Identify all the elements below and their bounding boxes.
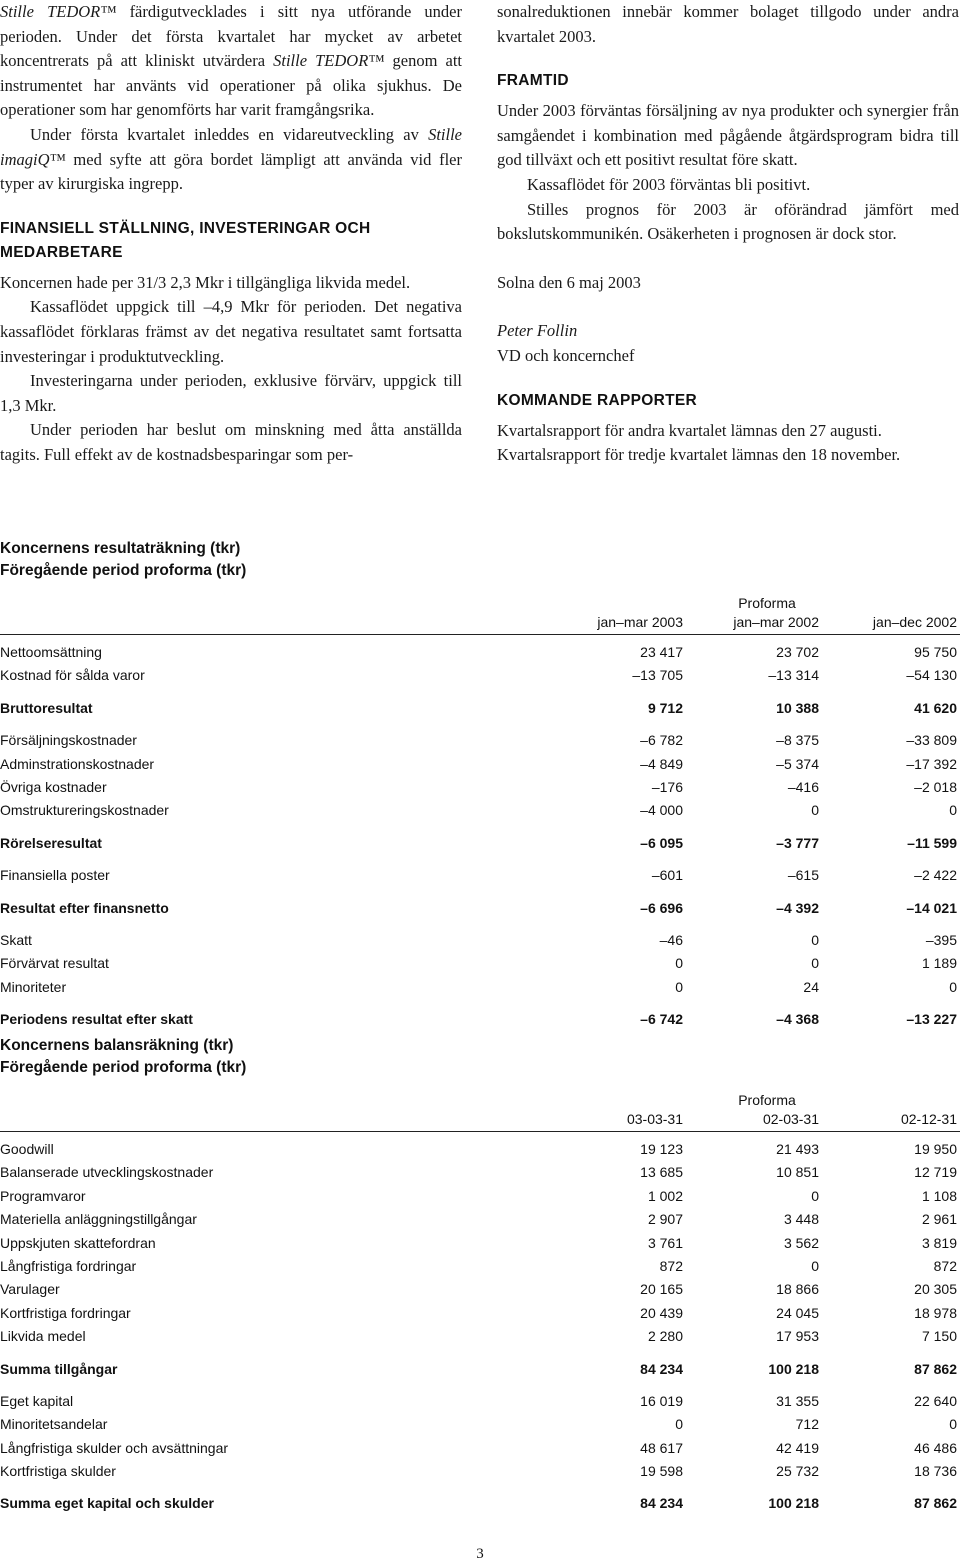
row-label: Minoritetsandelar xyxy=(0,1416,108,1433)
table-row xyxy=(0,1208,960,1231)
table-row xyxy=(0,1278,960,1301)
row-label: Goodwill xyxy=(0,1141,54,1157)
value-col1: 23 417 xyxy=(640,644,683,660)
table-row xyxy=(0,929,960,952)
value-col3: 95 750 xyxy=(914,644,957,660)
table-row xyxy=(0,1185,960,1208)
col-label: jan–mar 2003 xyxy=(597,614,683,630)
table-row xyxy=(0,1302,960,1325)
value-col1: 16 019 xyxy=(640,1392,683,1409)
product-name: Stille TEDOR™ xyxy=(0,2,117,21)
proforma-label: Proforma xyxy=(738,595,796,611)
income-rows xyxy=(0,641,960,1031)
row-label: Långfristiga skulder och avsättningar xyxy=(0,1439,229,1456)
row-label: Summa eget kapital och skulder xyxy=(0,1495,214,1512)
value-col3: 18 736 xyxy=(914,1463,957,1480)
balance-sheet xyxy=(0,1035,960,1516)
value-col3: 20 305 xyxy=(914,1281,957,1298)
table-row xyxy=(0,1437,960,1460)
value-col3: –2 422 xyxy=(914,867,957,884)
value-col3: 18 978 xyxy=(914,1304,957,1321)
value-col2: 31 355 xyxy=(776,1392,819,1409)
value-col1: –6 095 xyxy=(640,834,683,851)
value-col1: 2 907 xyxy=(647,1211,683,1228)
value-col2: 25 732 xyxy=(776,1463,819,1480)
value-col2: 21 493 xyxy=(776,1141,819,1157)
row-label: Försäljningskostnader xyxy=(0,732,137,749)
table-row xyxy=(0,799,960,822)
value-col3: –14 021 xyxy=(906,899,957,916)
paragraph-continued: sonalreduktionen innebär kommer bolaget tillgodo under andra kvartalet 2003. xyxy=(497,2,959,46)
heading-financial-position: FINANSIELL STÄLLNING, INVESTERINGAR OCH MEDARBETARE xyxy=(0,219,371,261)
income-col3-header xyxy=(757,613,957,632)
table-row xyxy=(0,1161,960,1184)
col-label: 03-03-31 xyxy=(626,1111,683,1127)
row-label: Kortfristiga fordringar xyxy=(0,1304,131,1321)
value-col2: –3 777 xyxy=(776,834,819,851)
table-row xyxy=(0,1492,960,1515)
value-col3: 22 640 xyxy=(914,1392,957,1409)
value-col3: 46 486 xyxy=(914,1439,957,1456)
value-col2: 18 866 xyxy=(776,1281,819,1298)
paragraph-forecast: Stilles prognos för 2003 är oförändrad jämfört med bokslutskommunikén. Osäkerheten i prognosen är dock stor. xyxy=(497,199,959,244)
income-title: Koncernens resultaträkning (tkr) xyxy=(0,540,241,557)
paragraph-investments: Investeringarna under perioden, exklusive förvärv, uppgick till 1,3 Mkr. xyxy=(0,371,462,415)
paragraph-imagiq xyxy=(0,123,462,197)
value-col3: –17 392 xyxy=(906,755,957,772)
value-col2: 0 xyxy=(811,802,819,819)
table-row xyxy=(0,1413,960,1436)
report-date-q3: Kvartalsrapport för tredje kvartalet lämnas den 18 november. xyxy=(497,445,901,465)
value-col2: 42 419 xyxy=(776,1439,819,1456)
value-col2: 100 218 xyxy=(768,1360,819,1377)
signature-title: VD och koncernchef xyxy=(497,345,635,365)
value-col1: –46 xyxy=(659,931,683,948)
value-col3: 2 961 xyxy=(921,1211,957,1228)
table-row xyxy=(0,952,960,975)
value-col1: –4 000 xyxy=(640,802,683,819)
row-label: Materiella anläggningstillgångar xyxy=(0,1211,197,1228)
table-row xyxy=(0,729,960,752)
value-col2: –615 xyxy=(787,867,819,884)
proforma-label: Proforma xyxy=(738,1092,796,1108)
row-label: Förvärvat resultat xyxy=(0,955,109,972)
value-col1: 20 439 xyxy=(640,1304,683,1321)
table-row xyxy=(0,753,960,776)
paragraph-text: färdigutvecklades i sitt nya utförande under perioden. Under det första kvartalet har mycket av arbetet koncentrerats på att kliniskt utvärdera xyxy=(0,2,462,71)
row-label: Kortfristiga skulder xyxy=(0,1463,116,1480)
value-col3: –54 130 xyxy=(906,667,957,684)
table-row xyxy=(0,1255,960,1278)
col-label: jan–dec 2002 xyxy=(872,614,957,630)
income-statement xyxy=(0,538,960,1031)
table-row xyxy=(0,1390,960,1413)
value-col1: 84 234 xyxy=(640,1495,683,1512)
value-col1: 0 xyxy=(675,978,683,995)
table-row xyxy=(0,641,960,664)
row-label: Programvaror xyxy=(0,1187,86,1204)
table-row xyxy=(0,976,960,999)
balance-title: Koncernens balansräkning (tkr) xyxy=(0,1037,234,1054)
paragraph-cashflow: Kassaflödet uppgick till –4,9 Mkr för perioden. Det negativa kassaflödet förklaras främst av det negativa resultatet samt fortsatta investeringar i produktutveckling. xyxy=(0,297,462,366)
value-col3: 0 xyxy=(949,978,957,995)
value-col1: –6 742 xyxy=(640,1011,683,1028)
value-col1: 872 xyxy=(659,1257,683,1274)
place-date: Solna den 6 maj 2003 xyxy=(497,272,641,292)
value-col3: –395 xyxy=(925,931,957,948)
row-label: Rörelseresultat xyxy=(0,834,102,851)
value-col2: 712 xyxy=(795,1416,819,1433)
value-col2: 24 045 xyxy=(776,1304,819,1321)
value-col1: 48 617 xyxy=(640,1439,683,1456)
paragraph-staff: Under perioden har beslut om minskning med åtta anställda tagits. Full effekt av de kostnadsbesparingar som per- xyxy=(0,420,462,464)
value-col1: 19 123 xyxy=(640,1141,683,1157)
value-col3: 3 819 xyxy=(921,1234,957,1251)
value-col1: 13 685 xyxy=(640,1164,683,1181)
col-label: 02-03-31 xyxy=(762,1111,819,1127)
value-col3: 1 189 xyxy=(921,955,957,972)
col-label: 02-12-31 xyxy=(900,1111,957,1127)
value-col1: 0 xyxy=(675,955,683,972)
row-label: Summa tillgångar xyxy=(0,1360,118,1377)
product-name: Stille imagiQ™ xyxy=(0,124,462,169)
left-text-column xyxy=(0,0,462,468)
value-col3: 1 108 xyxy=(921,1187,957,1204)
paragraph-liquidity: Koncernen hade per 31/3 2,3 Mkr i tillgängliga likvida medel. xyxy=(0,272,411,292)
table-row xyxy=(0,1008,960,1031)
table-row xyxy=(0,664,960,687)
paragraph-text: genom att instrumentet har använts vid operationer på olika sjukhus. De operationer som har genomförts har varit framgångsrika. xyxy=(0,51,463,120)
table-row xyxy=(0,1358,960,1381)
value-col2: 17 953 xyxy=(776,1328,819,1345)
row-label: Periodens resultat efter skatt xyxy=(0,1011,193,1028)
row-label: Kostnad för sålda varor xyxy=(0,667,145,684)
table-row xyxy=(0,832,960,855)
value-col2: 24 xyxy=(803,978,819,995)
product-name: Stille TEDOR™ xyxy=(273,51,385,71)
balance-column-headers xyxy=(0,1081,960,1132)
value-col3: 12 719 xyxy=(914,1164,957,1181)
row-label: Minoriteter xyxy=(0,978,67,995)
table-row xyxy=(0,1460,960,1483)
row-label: Resultat efter finansnetto xyxy=(0,899,169,916)
value-col2: –5 374 xyxy=(776,755,819,772)
heading-future: FRAMTID xyxy=(497,72,569,90)
row-label: Övriga kostnader xyxy=(0,778,107,795)
value-col3: 41 620 xyxy=(914,699,957,716)
value-col3: 7 150 xyxy=(921,1328,957,1345)
value-col1: 19 598 xyxy=(640,1463,683,1480)
table-row xyxy=(0,776,960,799)
value-col1: 1 002 xyxy=(647,1187,683,1204)
row-label: Eget kapital xyxy=(0,1392,74,1409)
value-col3: –13 227 xyxy=(906,1011,957,1028)
value-col2: –416 xyxy=(787,778,819,795)
balance-col3-header xyxy=(757,1110,957,1129)
value-col1: –176 xyxy=(651,778,683,795)
paragraph-cashflow-outlook: Kassaflödet för 2003 förväntas bli positivt. xyxy=(527,174,811,194)
value-col3: 872 xyxy=(933,1257,957,1274)
value-col1: 3 761 xyxy=(647,1234,683,1251)
value-col2: –8 375 xyxy=(776,732,819,749)
row-label: Bruttoresultat xyxy=(0,699,93,716)
value-col1: 0 xyxy=(675,1416,683,1433)
table-row xyxy=(0,1325,960,1348)
paragraph-tedor xyxy=(0,0,462,123)
row-label: Omstruktureringskostnader xyxy=(0,802,169,819)
heading-upcoming-reports: KOMMANDE RAPPORTER xyxy=(497,391,698,409)
value-col3: –33 809 xyxy=(906,732,957,749)
table-row xyxy=(0,864,960,887)
value-col2: –4 392 xyxy=(776,899,819,916)
row-label: Adminstrationskostnader xyxy=(0,755,155,772)
signature-name xyxy=(497,319,959,344)
value-col1: 9 712 xyxy=(647,699,683,716)
value-col2: 3 448 xyxy=(783,1211,819,1228)
value-col2: 0 xyxy=(811,1187,819,1204)
value-col1: 2 280 xyxy=(647,1328,683,1345)
value-col3: –2 018 xyxy=(914,778,957,795)
value-col2: 3 562 xyxy=(783,1234,819,1251)
row-label: Likvida medel xyxy=(0,1328,86,1345)
signature-text: Peter Follin xyxy=(497,321,578,341)
value-col3: 19 950 xyxy=(914,1141,957,1157)
paragraph-text: med syfte att göra bordet lämpligt att använda vid fler typer av kirurgiska ingrepp. xyxy=(0,149,462,194)
row-label: Nettoomsättning xyxy=(0,644,102,660)
value-col3: 87 862 xyxy=(914,1495,957,1512)
right-text-column xyxy=(497,0,959,468)
row-label: Långfristiga fordringar xyxy=(0,1257,137,1274)
paragraph-text: Under första kvartalet inleddes en vidareutveckling av xyxy=(30,124,429,144)
value-col2: 0 xyxy=(811,955,819,972)
value-col2: 10 388 xyxy=(776,699,819,716)
income-subtitle: Föregående period proforma (tkr) xyxy=(0,562,247,579)
value-col1: 84 234 xyxy=(640,1360,683,1377)
value-col2: 10 851 xyxy=(776,1164,819,1181)
table-row xyxy=(0,697,960,720)
col-label: jan–mar 2002 xyxy=(733,614,819,630)
value-col2: 0 xyxy=(811,931,819,948)
value-col1: –6 696 xyxy=(640,899,683,916)
value-col1: 20 165 xyxy=(640,1281,683,1298)
value-col3: 87 862 xyxy=(914,1360,957,1377)
row-label: Uppskjuten skattefordran xyxy=(0,1234,156,1251)
report-text xyxy=(0,0,960,510)
value-col2: –4 368 xyxy=(776,1011,819,1028)
report-date-q2: Kvartalsrapport för andra kvartalet lämnas den 27 augusti. xyxy=(497,420,882,440)
row-label: Varulager xyxy=(0,1281,60,1298)
value-col2: 23 702 xyxy=(776,644,819,660)
row-label: Skatt xyxy=(0,931,32,948)
value-col1: –13 705 xyxy=(632,667,683,684)
value-col3: 0 xyxy=(949,1416,957,1433)
table-row xyxy=(0,1138,960,1161)
balance-rows xyxy=(0,1138,960,1516)
balance-subtitle: Föregående period proforma (tkr) xyxy=(0,1059,247,1076)
value-col1: –6 782 xyxy=(640,732,683,749)
row-label: Finansiella poster xyxy=(0,867,110,884)
value-col1: –4 849 xyxy=(640,755,683,772)
value-col2: 100 218 xyxy=(768,1495,819,1512)
page-number: 3 xyxy=(476,1546,484,1562)
table-row xyxy=(0,897,960,920)
value-col2: –13 314 xyxy=(768,667,819,684)
value-col3: 0 xyxy=(949,802,957,819)
paragraph-outlook: Under 2003 förväntas försäljning av nya produkter och synergier från samgåendet i kombination med pågående åtgärdsprogram bidra till god tillväxt och ett positivt resultat före skatt. xyxy=(497,101,959,170)
table-row xyxy=(0,1232,960,1255)
value-col3: –11 599 xyxy=(907,834,957,851)
row-label: Balanserade utvecklingskostnader xyxy=(0,1164,214,1181)
value-col1: –601 xyxy=(651,867,683,884)
value-col2: 0 xyxy=(811,1257,819,1274)
income-column-headers xyxy=(0,584,960,635)
